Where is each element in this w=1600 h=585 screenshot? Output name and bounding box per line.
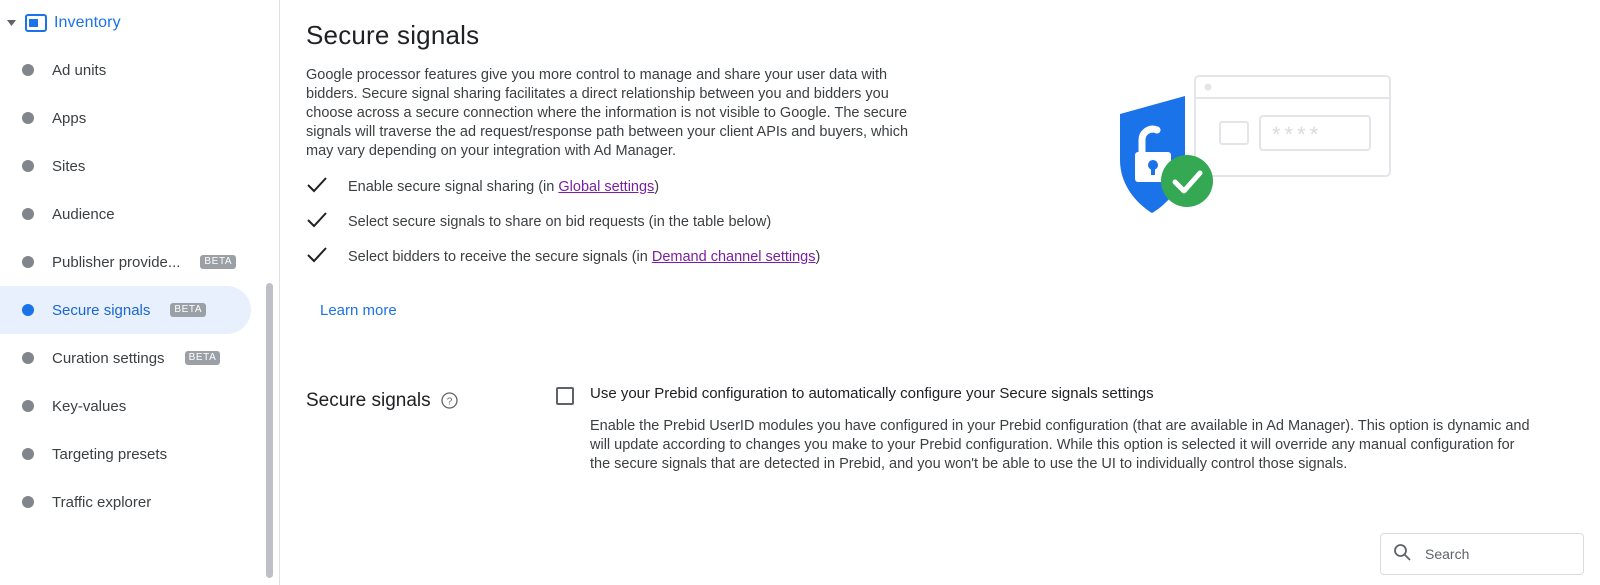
- sidebar-item-label: Sites: [52, 157, 86, 175]
- sidebar-item-label: Secure signals: [52, 301, 151, 319]
- sidebar-item-label: Curation settings: [52, 349, 165, 367]
- caret-down-icon[interactable]: [4, 20, 18, 26]
- demand-channel-settings-link[interactable]: Demand channel settings: [651, 248, 816, 265]
- prebid-checkbox[interactable]: [556, 387, 574, 405]
- sidebar-item-apps[interactable]: [0, 94, 251, 142]
- beta-badge: BETA: [200, 255, 236, 269]
- step-text-pre: Enable secure signal sharing (in: [348, 178, 559, 195]
- sidebar-item-label: Key-values: [52, 397, 127, 415]
- sidebar-item-secure-signals[interactable]: [0, 286, 251, 334]
- sidebar: [0, 0, 280, 585]
- bullet-icon: [22, 208, 34, 220]
- step-text-pre: Select bidders to receive the secure signals (in: [348, 248, 652, 265]
- check-icon: [306, 247, 328, 263]
- prebid-checkbox-row[interactable]: [556, 384, 1600, 405]
- step-text-pre: Select secure signals to share on bid requests (in the table below): [348, 213, 772, 230]
- sidebar-title: Inventory: [54, 14, 121, 31]
- step-text: [348, 247, 820, 267]
- svg-text:?: ?: [446, 396, 452, 408]
- bullet-icon: [22, 304, 34, 316]
- prebid-description: Enable the Prebid UserID modules you have configured in your Prebid configuration (that are available in Ad Manager). This option is dynamic and will update according to changes you make to your Prebid configuration. While this option is selected it will override any manual configuration for the secure signals that are detected in Prebid, and you won't be able to use the UI to individually control those signals.: [590, 417, 1530, 472]
- page-title: Secure signals: [306, 20, 480, 50]
- intro-paragraph: Google processor features give you more control to manage and share your user data with bidders. Secure signal sharing facilitates a direct relationship between you and bidders you choose across a secure connection where the information is not visible to Google. The secure signals will traverse the ad request/response path between your client APIs and buyers, which may vary depending on your integration with Ad Manager.: [306, 66, 909, 159]
- sidebar-item-audience[interactable]: [0, 190, 251, 238]
- step-text: [348, 177, 659, 197]
- bullet-icon: [22, 112, 34, 124]
- secure-signals-section: [306, 384, 1600, 474]
- sidebar-item-traffic-explorer[interactable]: [0, 478, 251, 526]
- beta-badge: BETA: [170, 303, 206, 317]
- global-settings-link[interactable]: Global settings: [558, 178, 655, 195]
- sidebar-item-targeting-presets[interactable]: [0, 430, 251, 478]
- bullet-icon: [22, 64, 34, 76]
- inventory-icon: [24, 11, 48, 35]
- section-body: [556, 384, 1600, 474]
- search-input[interactable]: [1423, 545, 1571, 563]
- sidebar-item-key-values[interactable]: [0, 382, 251, 430]
- bullet-icon: [22, 400, 34, 412]
- svg-text:****: ****: [1272, 122, 1323, 147]
- sidebar-item-label: Apps: [52, 109, 87, 127]
- sidebar-scrollbar[interactable]: [266, 283, 273, 578]
- search-box[interactable]: [1380, 533, 1584, 575]
- sidebar-item-publisher-provided[interactable]: [0, 238, 251, 286]
- section-label-wrap: [306, 384, 556, 412]
- bullet-icon: [22, 448, 34, 460]
- help-icon[interactable]: [441, 392, 458, 409]
- check-icon: [306, 212, 328, 228]
- bullet-icon: [22, 496, 34, 508]
- sidebar-item-label: Ad units: [52, 61, 107, 79]
- sidebar-header[interactable]: [0, 0, 279, 46]
- sidebar-item-label: Targeting presets: [52, 445, 168, 463]
- sidebar-item-sites[interactable]: [0, 142, 251, 190]
- step-text: [348, 212, 771, 232]
- sidebar-item-label: Audience: [52, 205, 115, 223]
- bullet-icon: [22, 256, 34, 268]
- check-icon: [306, 177, 328, 193]
- secure-signals-illustration: [1090, 70, 1420, 260]
- bullet-icon: [22, 352, 34, 364]
- bullet-icon: [22, 160, 34, 172]
- main-content: [280, 0, 1600, 585]
- section-title: Secure signals: [306, 389, 431, 411]
- step-text-post: ): [815, 248, 821, 265]
- beta-badge: BETA: [185, 351, 221, 365]
- sidebar-item-label: Traffic explorer: [52, 493, 152, 511]
- learn-more-link[interactable]: Learn more: [320, 301, 397, 319]
- sidebar-item-ad-units[interactable]: [0, 46, 251, 94]
- sidebar-item-label: Publisher provide...: [52, 253, 181, 271]
- sidebar-item-curation-settings[interactable]: [0, 334, 251, 382]
- search-icon: [1393, 543, 1411, 566]
- step-text-post: ): [654, 178, 660, 195]
- prebid-checkbox-label: Use your Prebid configuration to automatically configure your Secure signals settings: [590, 384, 1154, 402]
